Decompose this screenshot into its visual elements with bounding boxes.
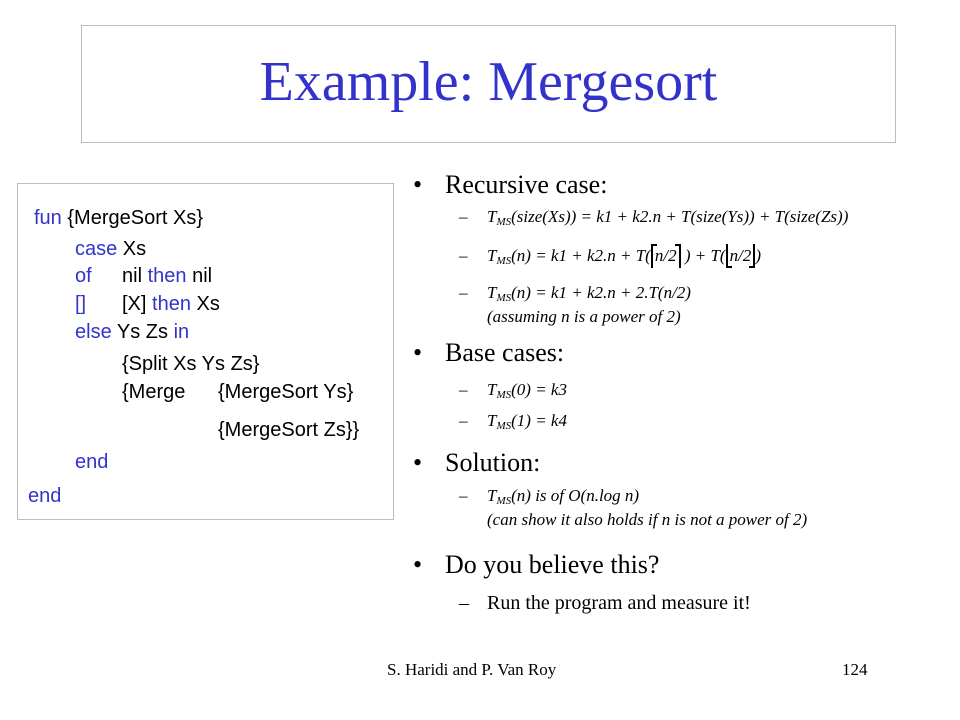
formula-subscript: MS (496, 255, 512, 267)
page-number: 124 (842, 660, 868, 679)
footer-author: S. Haridi and P. Van Roy (387, 660, 557, 679)
bullet-text: Solution: (445, 448, 541, 477)
code-line-10: end (28, 485, 62, 507)
code-keyword: else (75, 321, 112, 343)
bullet-recursive (413, 170, 607, 200)
formula-subscript: MS (496, 216, 512, 228)
bullet-text: Do you believe this? (445, 550, 660, 579)
code-text: Xs (117, 238, 147, 260)
formula-T: T (487, 486, 497, 505)
formula-T: T (487, 207, 497, 226)
code-line-6: {Split Xs Ys Zs} (122, 353, 260, 375)
sub-bullet-r1: – $T_{MS}(size(Xs)) = k1 + k2.n$ + T(size(Ys)) + T(size(Zs)) (459, 207, 849, 228)
code-keyword: then (147, 265, 187, 287)
sub-bullet-b2: – $T_{MS}(1) = k4$ (459, 411, 567, 432)
code-keyword: case (75, 238, 118, 260)
bullet-solution (413, 448, 540, 478)
code-line-8: {MergeSort Zs}} (218, 419, 360, 441)
formula-text: (1) = k4 (511, 411, 567, 430)
formula-text: (size(Xs)) = k1 + k2.n + T(size(Ys)) + T(size(Zs)) (511, 207, 849, 226)
code-text: [X] (122, 293, 153, 315)
sub-bullet-s1-note: (can show it also holds if n is not a power of 2) (487, 510, 808, 529)
code-line-7a: {Merge (122, 381, 186, 403)
formula-subscript: MS (496, 495, 512, 507)
formula-text: ) + T( (680, 246, 726, 265)
formula-text: (n) is of O(n.log n) (511, 486, 640, 505)
formula-T: T (487, 411, 497, 430)
bullet-text: Recursive case: (445, 170, 608, 199)
code-line-5 (75, 320, 189, 344)
formula-subscript: MS (496, 420, 512, 432)
sub-bullet-r3: – $T_{MS}(n) = k1 + k2.n + 2.T(n/2)$ (459, 283, 691, 304)
code-line-1 (34, 206, 203, 230)
code-text: {MergeSort Xs} (61, 207, 203, 229)
code-line-3 (75, 264, 92, 288)
formula-subscript: MS (496, 389, 512, 401)
formula-T: T (487, 246, 497, 265)
code-listing (17, 183, 394, 520)
code-line-9: end (75, 451, 109, 473)
title-box (81, 25, 896, 143)
bullet-believe (413, 550, 659, 580)
code-keyword: fun (34, 207, 62, 229)
formula-text: (n) = k1 + k2.n + 2.T(n/2) (511, 283, 691, 302)
floor-brackets: n/2 (726, 246, 756, 266)
code-line-4-body (122, 292, 220, 316)
formula-text: (0) = k3 (511, 380, 567, 399)
code-keyword: then (152, 293, 191, 315)
sub-bullet-r2: – $T_{MS}(n) = k1 + k2.n + T$( n/2 ) + T( n/2 ) (459, 246, 761, 267)
code-text: Ys Zs (111, 321, 174, 343)
code-line-2 (75, 237, 146, 261)
formula-text: ) (755, 246, 761, 265)
sub-bullet-run: – Run the program and measure it! (459, 592, 751, 614)
bullet-text: Base cases: (445, 338, 565, 367)
formula-T: T (487, 283, 497, 302)
code-keyword: [] (75, 293, 87, 315)
bullet-dot: • (413, 550, 423, 579)
code-keyword: of (75, 265, 92, 287)
code-text: Xs (190, 293, 220, 315)
bullet-dot: • (413, 448, 423, 477)
formula-subscript: MS (496, 292, 512, 304)
code-line-3-body (122, 264, 212, 288)
formula-T: T (487, 380, 497, 399)
code-text: nil (186, 265, 213, 287)
sub-bullet-r3-note: (assuming n is a power of 2) (487, 307, 681, 326)
slide-title: Example: Mergesort (259, 51, 718, 113)
sub-bullet-b1: – $T_{MS}(0) = k3$ (459, 380, 567, 401)
code-line-4 (75, 292, 86, 316)
bullet-base (413, 338, 564, 368)
formula-text: (n) = k1 + k2.n + T( (511, 246, 651, 265)
code-text: nil (122, 265, 148, 287)
code-line-7b: {MergeSort Ys} (218, 381, 354, 403)
bullet-text: Run the program and measure it! (487, 592, 751, 614)
bullet-dot: • (413, 170, 423, 199)
ceiling-brackets: n/2 (651, 246, 681, 266)
bullet-dot: • (413, 338, 423, 367)
sub-bullet-s1: – $T_{MS}(n)$ is of O(n.log n) (459, 486, 640, 507)
code-keyword: in (173, 321, 190, 343)
